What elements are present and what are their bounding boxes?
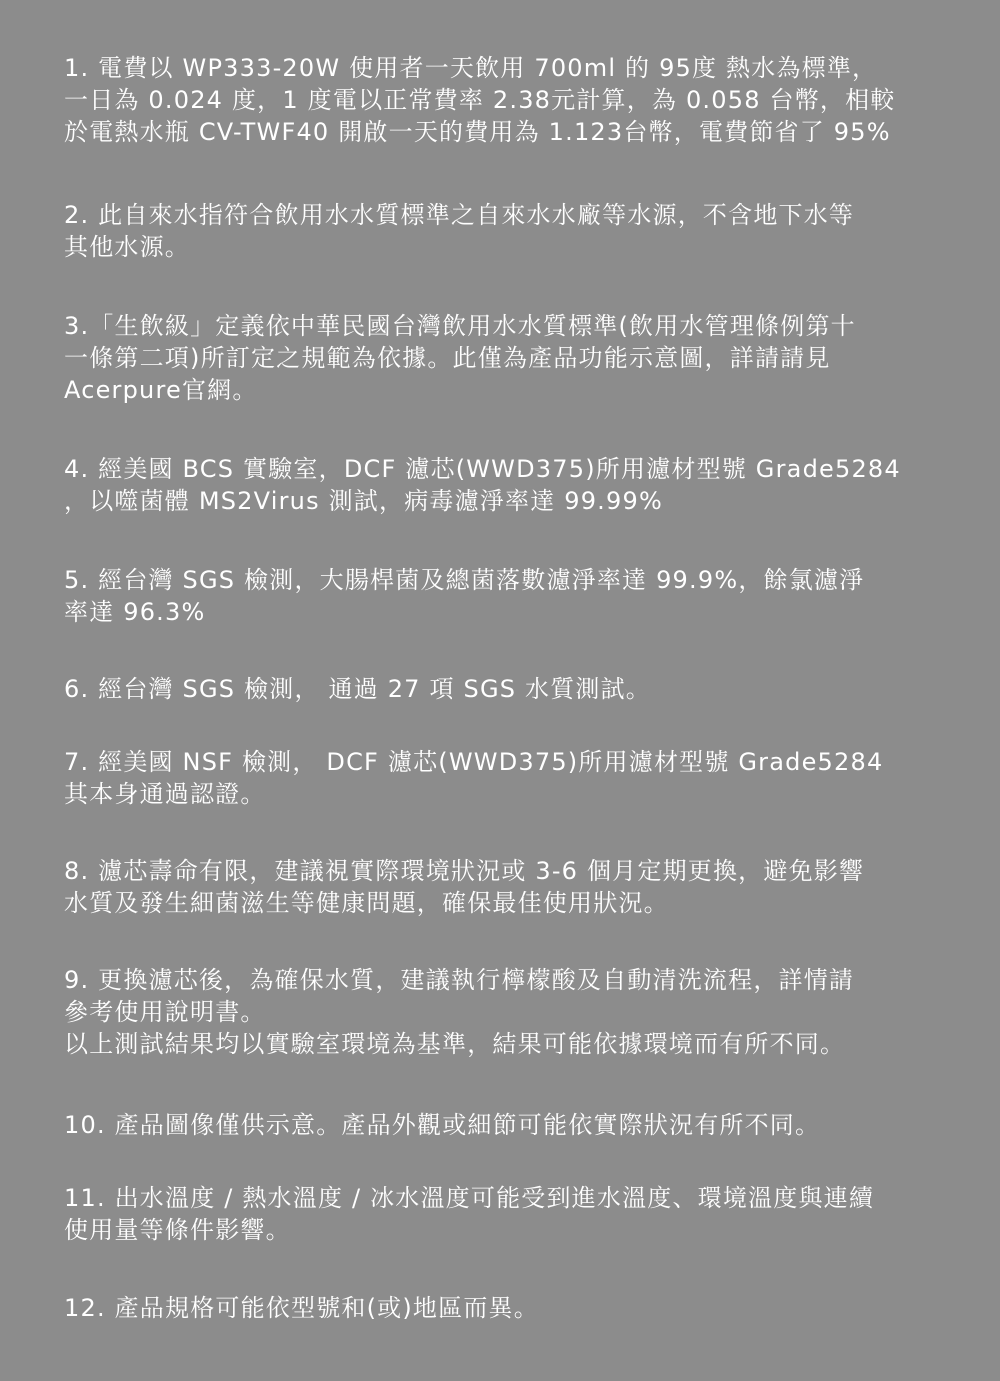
note-line: 一日為 0.024 度，1 度電以正常費率 2.38元計算，為 0.058 台幣，相較 bbox=[64, 86, 896, 114]
note-line: 3.「生飲級」定義依中華民國台灣飲用水水質標準(飲用水管理條例第十 bbox=[64, 312, 856, 340]
note-line: 參考使用說明書。 bbox=[64, 998, 266, 1026]
note-line: 6. 經台灣 SGS 檢測， 通過 27 項 SGS 水質測試。 bbox=[64, 675, 652, 703]
note-1 bbox=[64, 52, 944, 148]
note-5 bbox=[64, 564, 944, 628]
note-4 bbox=[64, 453, 944, 517]
note-line: 7. 經美國 NSF 檢測， DCF 濾芯(WWD375)所用濾材型號 Grade5284 bbox=[64, 748, 884, 776]
note-line: 5. 經台灣 SGS 檢測，大腸桿菌及總菌落數濾淨率達 99.9%，餘氯濾淨 bbox=[64, 566, 865, 594]
note-10 bbox=[64, 1109, 944, 1141]
note-line: 4. 經美國 BCS 實驗室，DCF 濾芯(WWD375)所用濾材型號 Grade5284 bbox=[64, 455, 901, 483]
note-line: Acerpure官網。 bbox=[64, 376, 258, 404]
note-line: 以上測試結果均以實驗室環境為基準，結果可能依據環境而有所不同。 bbox=[64, 1030, 846, 1058]
note-line: 8. 濾芯壽命有限，建議視實際環境狀況或 3-6 個月定期更換，避免影響 bbox=[64, 857, 865, 885]
note-line: 1. 電費以 WP333-20W 使用者一天飲用 700ml 的 95度 熱水為標準， bbox=[64, 54, 878, 82]
note-line: 一條第二項)所訂定之規範為依據。此僅為產品功能示意圖，詳請請見 bbox=[64, 344, 831, 372]
note-line: 11. 出水溫度 / 熱水溫度 / 冰水溫度可能受到進水溫度、環境溫度與連續 bbox=[64, 1184, 875, 1212]
note-2 bbox=[64, 199, 944, 263]
note-3 bbox=[64, 310, 944, 406]
note-8 bbox=[64, 855, 944, 919]
note-line: 12. 產品規格可能依型號和(或)地區而異。 bbox=[64, 1294, 539, 1322]
note-11 bbox=[64, 1182, 944, 1246]
note-line: 9. 更換濾芯後，為確保水質，建議執行檸檬酸及自動清洗流程，詳情請 bbox=[64, 966, 855, 994]
note-line: 10. 產品圖像僅供示意。產品外觀或細節可能依實際狀況有所不同。 bbox=[64, 1111, 821, 1139]
note-6 bbox=[64, 673, 944, 705]
note-9 bbox=[64, 964, 944, 1060]
note-line: 率達 96.3% bbox=[64, 598, 206, 626]
note-line: 2. 此自來水指符合飲用水水質標準之自來水水廠等水源，不含地下水等 bbox=[64, 201, 855, 229]
note-line: 使用量等條件影響。 bbox=[64, 1216, 291, 1244]
note-12 bbox=[64, 1292, 944, 1324]
note-line: 其本身通過認證。 bbox=[64, 780, 266, 808]
note-line: 水質及發生細菌滋生等健康問題，確保最佳使用狀況。 bbox=[64, 889, 669, 917]
note-line: 於電熱水瓶 CV-TWF40 開啟一天的費用為 1.123台幣，電費節省了 95% bbox=[64, 118, 891, 146]
note-7 bbox=[64, 746, 944, 810]
note-line: 其他水源。 bbox=[64, 233, 190, 261]
note-line: ，以噬菌體 MS2Virus 測試，病毒濾淨率達 99.99% bbox=[64, 487, 663, 515]
